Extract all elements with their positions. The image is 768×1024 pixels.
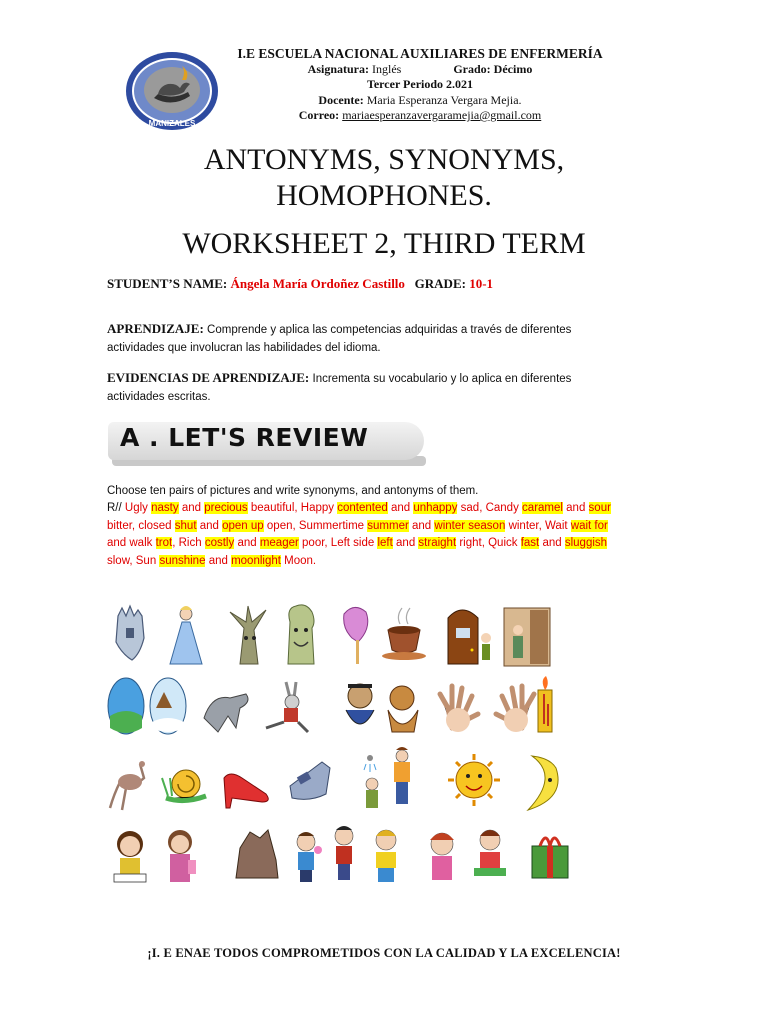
snail-picture: [162, 770, 206, 801]
school-header: [220, 46, 620, 124]
title-line-1: ANTONYMS, SYNONYMS,: [203, 143, 565, 176]
student-row: [107, 276, 493, 292]
answer-highlight: meager: [259, 537, 299, 549]
poor-dog-picture: [388, 686, 418, 732]
logo-city-text: MANIZALES: [148, 119, 196, 128]
answer-word: and: [181, 502, 202, 514]
princess-picture: [170, 606, 202, 664]
summer-scene-picture: [108, 678, 144, 734]
answer-word: beautiful, Happy: [250, 502, 335, 514]
subject-label: Asignatura:: [307, 61, 369, 76]
answer-highlight: precious: [204, 502, 248, 514]
answer-highlight: costly: [204, 537, 235, 549]
answer-word: sad, Candy: [460, 502, 519, 514]
wolf-walking-picture: [204, 694, 248, 732]
answer-word: , Rich: [172, 537, 202, 549]
ugly-castle-picture: [116, 606, 144, 660]
candle-picture: [538, 676, 552, 732]
rabbit-running-picture: [266, 682, 308, 732]
student-grade: 10-1: [469, 276, 494, 291]
rich-dog-picture: [346, 684, 374, 724]
open-door-picture: [504, 608, 550, 666]
answer-highlight: moonlight: [231, 554, 281, 567]
answer-highlight: straight: [418, 537, 457, 549]
ice-cream-picture: [344, 607, 368, 664]
answer-highlight: shut: [174, 519, 197, 532]
title-line-3: WORKSHEET 2, THIRD TERM: [182, 227, 586, 260]
bare-tree-picture: [230, 606, 266, 664]
title-line-2: HOMOPHONES.: [276, 179, 492, 212]
answer-highlight: wait for: [570, 519, 608, 532]
answer-word: poor, Left side: [302, 537, 375, 549]
answer-prefix: R//: [107, 502, 122, 514]
answer-highlight: sour: [588, 502, 611, 514]
red-shoe-picture: [224, 774, 268, 808]
answer-word: open, Summertime: [266, 519, 365, 532]
answer-line-1: [107, 500, 667, 518]
answer-word: Ugly: [124, 502, 148, 514]
answer-word: and: [542, 537, 562, 549]
picture-grid: [100, 598, 580, 898]
answer-word: Moon.: [284, 554, 317, 567]
girl-eating-picture: [474, 830, 506, 876]
boy-crying-picture: [335, 826, 353, 880]
answer-highlight: sluggish: [564, 537, 608, 549]
answer-word: bitter, closed: [107, 519, 172, 532]
answer-word: and walk: [107, 537, 153, 549]
answer-highlight: trot: [155, 537, 173, 549]
right-hand-picture: [496, 686, 534, 732]
gray-shoe-picture: [290, 762, 330, 799]
email-label: Correo:: [298, 108, 340, 122]
answer-highlight: winter season: [434, 519, 506, 532]
student-name-label: STUDENT’S NAME:: [107, 276, 228, 291]
answer-word: and: [208, 554, 228, 567]
answer-word: and: [412, 519, 432, 532]
girl-reading-picture: [114, 831, 146, 882]
answer-line-3: [107, 535, 667, 553]
lets-review-title: A . LET'S REVIEW: [120, 423, 369, 452]
aprendizaje-block: [107, 321, 627, 356]
girl-doll-picture: [168, 830, 196, 882]
student-grade-label: GRADE:: [414, 276, 466, 291]
answer-word: and: [566, 502, 586, 514]
school-logo: [124, 50, 220, 132]
teacher-name: Maria Esperanza Vergara Mejia.: [366, 92, 522, 107]
left-hand-picture: [440, 686, 478, 732]
instructions: Choose ten pairs of pictures and write synonyms, and antonyms of them.: [107, 485, 479, 497]
closed-door-picture: [448, 610, 491, 664]
grade-value: Décimo: [493, 61, 533, 76]
ostrich-picture: [110, 761, 145, 810]
evidencias-text: Incrementa su vocabulario y lo aplica en diferentes actividades escritas.: [107, 373, 572, 403]
answer-highlight: fast: [520, 537, 540, 549]
moon-picture: [528, 756, 558, 810]
cold-boy-picture: [364, 755, 378, 808]
period: Tercer Periodo 2.021: [366, 77, 474, 91]
answer-line-2: [107, 518, 667, 536]
rock-picture: [236, 830, 278, 878]
answer-paragraph: [107, 500, 667, 570]
coffee-cup-picture: [382, 608, 426, 660]
evidencias-block: [107, 370, 627, 405]
winter-scene-picture: [150, 678, 186, 734]
answer-word: and: [390, 502, 411, 514]
answer-highlight: open up: [222, 519, 264, 532]
warm-boy-picture: [394, 747, 410, 804]
answer-highlight: caramel: [522, 502, 563, 514]
answer-highlight: sunshine: [159, 554, 206, 567]
footer-slogan: ¡I. E ENAE TODOS COMPROMETIDOS CON LA CALIDAD Y LA EXCELENCIA!: [147, 946, 621, 960]
answer-word: and: [199, 519, 219, 532]
student-name: Ángela María Ordoñez Castillo: [230, 276, 405, 291]
sad-girl-picture: [430, 833, 454, 880]
evidencias-label: EVIDENCIAS DE APRENDIZAJE:: [107, 370, 310, 385]
answer-highlight: left: [377, 537, 393, 549]
answer-highlight: nasty: [151, 502, 179, 514]
answer-highlight: contented: [337, 502, 388, 514]
answer-highlight: summer: [367, 519, 409, 532]
answer-highlight: unhappy: [413, 502, 458, 514]
answer-word: right, Quick: [459, 537, 518, 549]
school-name: I.E ESCUELA NACIONAL AUXILIARES DE ENFERMERÍA: [237, 46, 603, 61]
answer-word: and: [237, 537, 257, 549]
aprendizaje-label: APRENDIZAJE:: [107, 321, 204, 336]
happy-tree-picture: [288, 605, 314, 664]
gift-box-picture: [532, 838, 568, 878]
answer-word: and: [396, 537, 416, 549]
answer-word: slow, Sun: [107, 554, 157, 567]
answer-word: winter, Wait: [508, 519, 568, 532]
grade-label: Grado:: [453, 61, 491, 76]
answer-line-4: [107, 553, 667, 571]
subject-value: Inglés: [372, 61, 402, 76]
boy-ice-cream-picture: [297, 832, 322, 882]
email-link[interactable]: mariaesperanzavergaramejia@gmail.com: [342, 108, 542, 122]
sun-picture: [448, 754, 500, 806]
boy-happy-picture: [376, 830, 396, 882]
teacher-label: Docente:: [318, 92, 364, 107]
aprendizaje-text: Comprende y aplica las competencias adquiridas a través de diferentes actividades que involucran las habilidades del idioma.: [107, 324, 572, 354]
